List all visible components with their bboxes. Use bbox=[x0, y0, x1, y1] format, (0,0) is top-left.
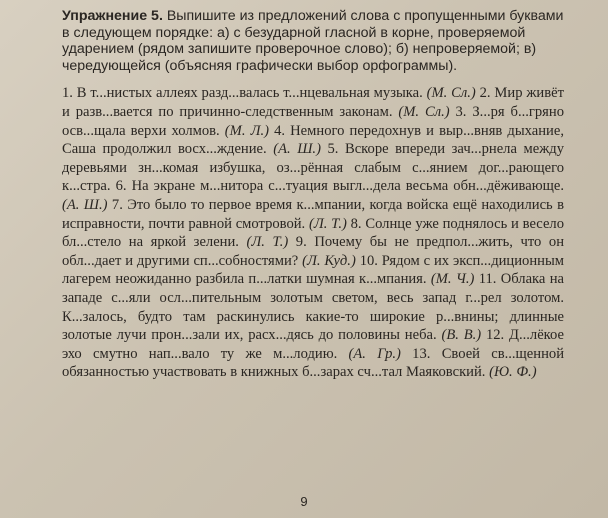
sentence-source: (Ю. Ф.) bbox=[489, 364, 537, 381]
sentence-text: 1. В т...нистых аллеях разд...валась т...нцевальная музыка. bbox=[62, 85, 427, 102]
sentence-source: (В. В.) bbox=[441, 327, 482, 344]
sentence-text: 4. Немного передохнув и выр...вняв дыхание, Саша продолжил восх...ждение. bbox=[62, 122, 564, 158]
sentence-source: (М. Л.) bbox=[224, 122, 269, 139]
sentence-text: 7. Это было то первое время к...мпании, когда войска ещё находились в исправности, почти равной смотровой. bbox=[62, 196, 564, 232]
exercise-task bbox=[62, 8, 564, 74]
sentence-text: 8. Солнце уже поднялось и весело бл...стело на яркой зелени. bbox=[62, 215, 564, 251]
page-number: 9 bbox=[300, 494, 308, 509]
exercise-label: Упражнение 5. bbox=[62, 8, 163, 24]
sentence-text: 3. З...ря б...гряно осв...щала верхи холмов. bbox=[62, 103, 564, 139]
sentence-source: (А. Гр.) bbox=[348, 345, 401, 362]
sentence-text: 13. Своей св...щенной обязанностью участвовать в книжных б...зарах сч...тал Маяковский. bbox=[62, 345, 564, 381]
sentence-source: (А. Ш.) bbox=[62, 196, 108, 213]
sentence-source: (Л. Т.) bbox=[246, 234, 289, 251]
sentence-text: 2. Мир живёт и разв...вается по причинно-следственным законам. bbox=[62, 85, 564, 120]
exercise-text bbox=[62, 84, 564, 382]
sentence-text: 9. Почему бы не предпол...жить, что он обл...дает и другими сп...собностями? bbox=[62, 234, 565, 269]
sentence-source: (А. Ш.) bbox=[273, 141, 321, 158]
sentence-source: (М. Сл.) bbox=[398, 103, 450, 120]
sentence-text: 5. Вскоре впереди зач...рнела между деревьями зн...комая избушка, оз...рённая слабым с...янием дог...рающего к...стра. 6. На экране м...нитора с...туация выгл...дела весьма обн...дёживающе. bbox=[62, 141, 565, 195]
exercise-instruction: Выпишите из предложений слова с пропущенными буквами в следующем порядке: а) с безударной гласной в корне, проверяемой ударением (рядом запишите проверочное слово); б) непроверяемой; в) чередующейся (объясняя графически выбор орфограммы). bbox=[62, 8, 564, 74]
sentence-source: (М. Ч.) bbox=[430, 271, 475, 288]
sentence-text: 10. Рядом с их эксп...диционным лагерем неожиданно разбила п...латки шумная к...мпания. bbox=[62, 252, 565, 288]
sentence-source: (М. Сл.) bbox=[426, 85, 476, 102]
sentence-text: 11. Облака на западе с...яли осл...пительным золотым светом, весь запад г...рел золотом. К...залось, будто там раскинулись какие-то широкие р...внины; длинные золотые лучи прон...зали их, расх...дясь до половины неба. bbox=[62, 271, 564, 344]
sentence-source: (Л. Куд.) bbox=[302, 252, 356, 269]
sentence-text: 12. Д...лёкое эхо смутно нап...вало ту же м...лодию. bbox=[62, 327, 564, 362]
sentence-source: (Л. Т.) bbox=[308, 215, 347, 232]
